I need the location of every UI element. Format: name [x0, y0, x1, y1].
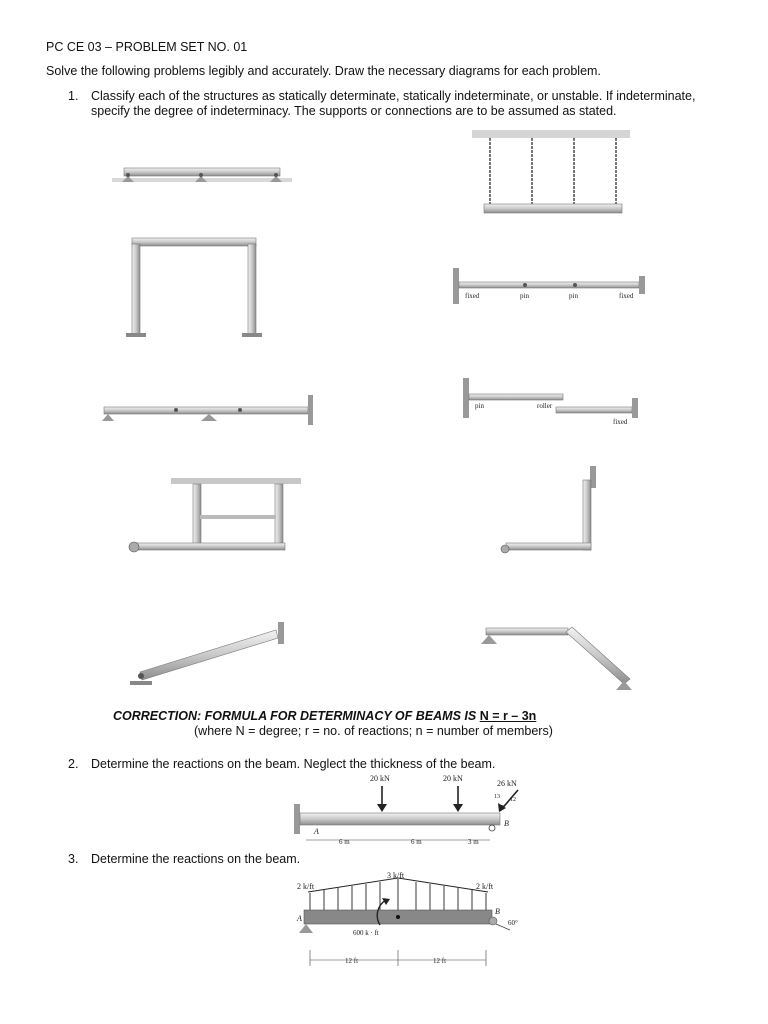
- problem-2-text: Determine the reactions on the beam. Neglect the thickness of the beam.: [91, 757, 496, 771]
- structure-beam-three-pins: [112, 168, 292, 182]
- structure-hanging-frame: [129, 478, 301, 552]
- correction-definitions: (where N = degree; r = no. of reactions; n = number of members): [194, 724, 553, 738]
- instructions: Solve the following problems legibly and accurately. Draw the necessary diagrams for each problem.: [46, 64, 601, 78]
- slope-5: 5: [501, 805, 504, 811]
- structure-hanging-beam: [472, 130, 630, 213]
- load-2kft-left: 2 k/ft: [297, 882, 315, 891]
- point-a-3: A: [297, 914, 302, 923]
- angle-label: 60°: [508, 919, 518, 927]
- problem-1-number: 1.: [68, 89, 79, 103]
- label-fixed-c: fixed: [613, 418, 628, 426]
- load-26kn: 26 kN: [497, 779, 517, 788]
- problem-2-figure: [294, 774, 518, 846]
- problem-2-number: 2.: [68, 757, 79, 771]
- structure-inclined-member: [130, 622, 284, 685]
- structure-continuous-beam: [102, 395, 313, 425]
- label-roller: roller: [537, 402, 553, 410]
- dim-6m-b: 6 m: [411, 838, 422, 846]
- correction-prefix: CORRECTION: FORMULA FOR DETERMINACY OF BEAMS IS: [113, 709, 477, 723]
- problem-3-figure: [296, 871, 518, 966]
- correction-formula: N = r – 3n: [479, 709, 537, 723]
- load-2kft-right: 2 k/ft: [476, 882, 494, 891]
- problem-3-number: 3.: [68, 852, 79, 866]
- label-pin-b: pin: [569, 292, 578, 300]
- dim-6m-a: 6 m: [339, 838, 350, 846]
- problem-1-text-line1: Classify each of the structures as statically determinate, statically indeterminate, or unstable. If indeterminate,: [91, 89, 696, 103]
- dim-3m: 3 m: [468, 838, 479, 846]
- load-3kft: 3 k/ft: [387, 871, 405, 880]
- structure-portal-frame: [126, 238, 262, 337]
- structure-stepped-beam: [463, 378, 638, 426]
- label-pin-c: pin: [475, 402, 484, 410]
- point-b-3: B: [495, 907, 500, 916]
- moment-label: 600 k · ft: [353, 929, 379, 937]
- slope-12: 12: [510, 797, 516, 803]
- problem-3-text: Determine the reactions on the beam.: [91, 852, 301, 866]
- page-title: PC CE 03 – PROBLEM SET NO. 01: [46, 40, 248, 54]
- structure-l-frame: [501, 466, 596, 553]
- label-fixed-right: fixed: [619, 292, 634, 300]
- dim-12ft-b: 12 ft: [433, 957, 447, 965]
- load-20kn-a: 20 kN: [370, 774, 390, 783]
- load-20kn-b: 20 kN: [443, 774, 463, 783]
- label-pin-a: pin: [520, 292, 529, 300]
- slope-13: 13: [494, 794, 500, 800]
- point-b: B: [504, 819, 509, 828]
- point-a: A: [314, 827, 319, 836]
- structure-bent-frame: [481, 627, 632, 690]
- structure-fixed-pin-beam: [453, 268, 645, 304]
- label-fixed-left: fixed: [465, 292, 480, 300]
- dim-12ft-a: 12 ft: [345, 957, 359, 965]
- problem-1-text-line2: specify the degree of indeterminacy. The supports or connections are to be assumed as stated.: [91, 104, 617, 118]
